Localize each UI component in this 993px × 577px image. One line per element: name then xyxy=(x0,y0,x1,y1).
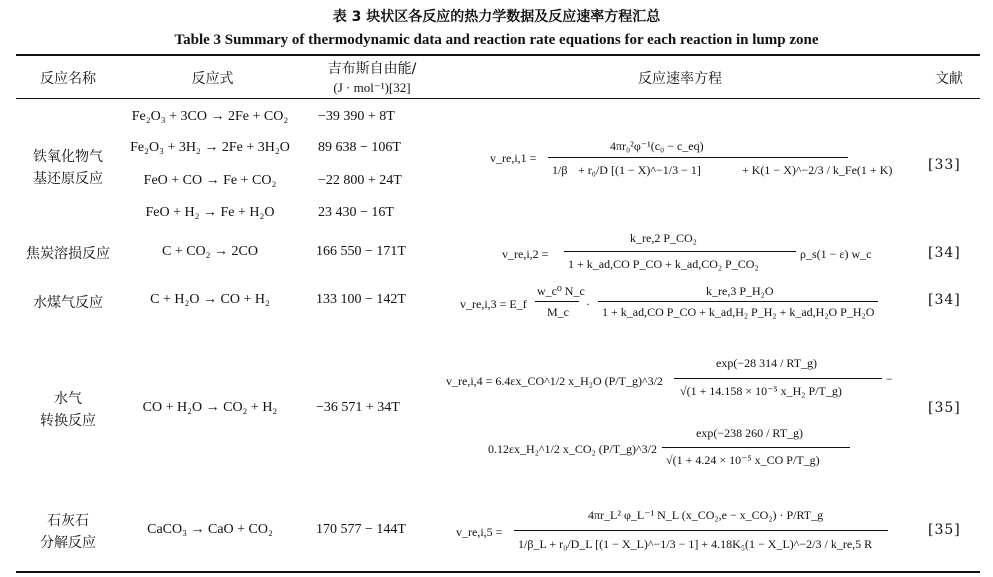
gibbs-energy: −39 390 + 8T xyxy=(318,109,395,124)
row-name-coke: 焦炭溶损反应 xyxy=(26,246,110,262)
eq2-tail: ρ_s(1 − ε) w_c xyxy=(800,247,872,261)
gibbs-energy: −22 800 + 24T xyxy=(318,173,402,188)
eq3-frac1-bar xyxy=(535,301,579,302)
eq3-lhs: v_re,i,3 = E_f xyxy=(460,297,527,311)
row-name-line: 石灰石 xyxy=(47,513,89,529)
reference: [33] xyxy=(928,157,961,173)
header-reference: 文献 xyxy=(935,71,963,87)
table-title-chinese: 表 3 块状区各反应的热力学数据及反应速率方程汇总 xyxy=(332,9,661,25)
eq3-frac2-numerator: k_re,3 P_H₂O xyxy=(706,284,774,298)
gibbs-energy: −36 571 + 34T xyxy=(316,400,400,415)
eq4-line1-numerator: exp(−28 314 / RT_g) xyxy=(716,356,818,370)
gibbs-energy: 170 577 − 144T xyxy=(316,522,406,537)
row-name-shift xyxy=(18,388,118,432)
row-name-water-gas: 水煤气反应 xyxy=(33,295,103,311)
row-name-iron-oxide xyxy=(18,146,118,190)
bottom-rule xyxy=(16,571,980,573)
eq4-line2-denominator: √(1 + 4.24 × 10⁻⁵ x_CO P/T_g) xyxy=(666,453,820,467)
header-reaction-name: 反应名称 xyxy=(40,71,96,87)
eq1-denominator-a: 1/β xyxy=(552,163,568,177)
header-reaction-formula: 反应式 xyxy=(191,71,234,87)
row-name-line: 分解反应 xyxy=(40,535,96,551)
eq3-frac2-denominator: 1 + k_ad,CO P_CO + k_ad,H₂ P_H₂ + k_ad,H₂O P_H₂O xyxy=(602,305,875,319)
eq5-numerator: 4πr_L² φ_L⁻¹ N_L (x_CO₂,e − x_CO₂) · P/RT_g xyxy=(588,508,824,522)
eq5-lhs: v_re,i,5 = xyxy=(456,525,503,539)
reference: [35] xyxy=(928,400,961,416)
row-name-line: 水气 xyxy=(54,391,82,407)
reaction-formula: CO + H₂O → CO₂ + H₂ xyxy=(142,400,278,415)
gibbs-energy: 23 430 − 16T xyxy=(318,205,394,220)
eq5-denominator: 1/β_L + r₀/D_L [(1 − X_L)^−1/3 − 1] + 4.18K₅(1 − X_L)^−2/3 / k_re,5 R xyxy=(518,537,873,551)
reference: [35] xyxy=(928,522,961,538)
header-rule xyxy=(16,98,980,99)
reaction-formula: C + CO₂ → 2CO xyxy=(161,244,258,259)
gibbs-energy: 166 550 − 171T xyxy=(316,244,406,259)
eq2-lhs: v_re,i,2 = xyxy=(502,247,549,261)
eq2-fraction-bar xyxy=(564,251,796,252)
eq3-dot: · xyxy=(586,297,590,311)
eq4-line2-bar xyxy=(662,447,850,448)
eq2-numerator: k_re,2 P_CO₂ xyxy=(630,231,697,245)
reaction-formula: CaCO₃ → CaO + CO₂ xyxy=(147,522,273,537)
top-rule xyxy=(16,54,980,56)
gibbs-energy: 89 638 − 106T xyxy=(318,140,401,155)
eq5-fraction-bar xyxy=(514,530,888,531)
header-rate-equation: 反应速率方程 xyxy=(638,71,722,87)
reference: [34] xyxy=(928,245,961,261)
eq4-line1-lhs: v_re,i,4 = 6.4εx_CO^1/2 x_H₂O (P/T_g)^3/2 xyxy=(446,374,663,388)
eq3-frac1-numerator: w_c⁰ N_c xyxy=(537,284,585,298)
row-name-line: 转换反应 xyxy=(40,413,96,429)
eq1-fraction-bar xyxy=(548,157,848,158)
eq3-frac1-denominator: M_c xyxy=(547,305,569,319)
gibbs-energy: 133 100 − 142T xyxy=(316,292,406,307)
eq1-denominator-c: + K(1 − X)^−2/3 / k_Fe(1 + K) xyxy=(742,163,893,177)
eq4-line2-numerator: exp(−238 260 / RT_g) xyxy=(696,426,804,440)
eq4-line1-bar xyxy=(674,378,882,379)
eq1-denominator-b: + r₀/D [(1 − X)^−1/3 − 1] xyxy=(578,163,701,177)
reaction-formula: Fe₂O₃ + 3H₂ → 2Fe + 3H₂O xyxy=(130,140,290,155)
reaction-formula: C + H₂O → CO + H₂ xyxy=(150,292,270,307)
row-name-line: 基还原反应 xyxy=(33,171,103,187)
eq2-denominator: 1 + k_ad,CO P_CO + k_ad,CO₂ P_CO₂ xyxy=(568,257,759,271)
header-gibbs xyxy=(302,58,442,96)
row-name-line: 铁氧化物气 xyxy=(33,149,103,165)
eq4-minus: − xyxy=(886,372,893,386)
eq4-line1-denominator: √(1 + 14.158 × 10⁻⁵ x_H₂ P/T_g) xyxy=(680,384,842,398)
table-title-english: Table 3 Summary of thermodynamic data and reaction rate equations for each reaction in lump zone xyxy=(174,32,819,48)
eq1-numerator: 4πr₀²φ⁻¹(c₀ − c_eq) xyxy=(610,139,704,153)
eq1-lhs: v_re,i,1 = xyxy=(490,151,537,165)
reaction-formula: FeO + CO → Fe + CO₂ xyxy=(143,173,277,188)
reaction-formula: Fe₂O₃ + 3CO → 2Fe + CO₂ xyxy=(131,109,289,124)
header-gibbs-line1: 吉布斯自由能/ xyxy=(327,61,417,77)
header-gibbs-line2: (J · mol⁻¹)[32] xyxy=(333,80,411,95)
eq4-line2-lhs: 0.12εx_H₂^1/2 x_CO₂ (P/T_g)^3/2 xyxy=(488,442,658,456)
row-name-limestone xyxy=(18,510,118,554)
reaction-formula: FeO + H₂ → Fe + H₂O xyxy=(145,205,275,220)
eq3-frac2-bar xyxy=(598,301,878,302)
reference: [34] xyxy=(928,292,961,308)
